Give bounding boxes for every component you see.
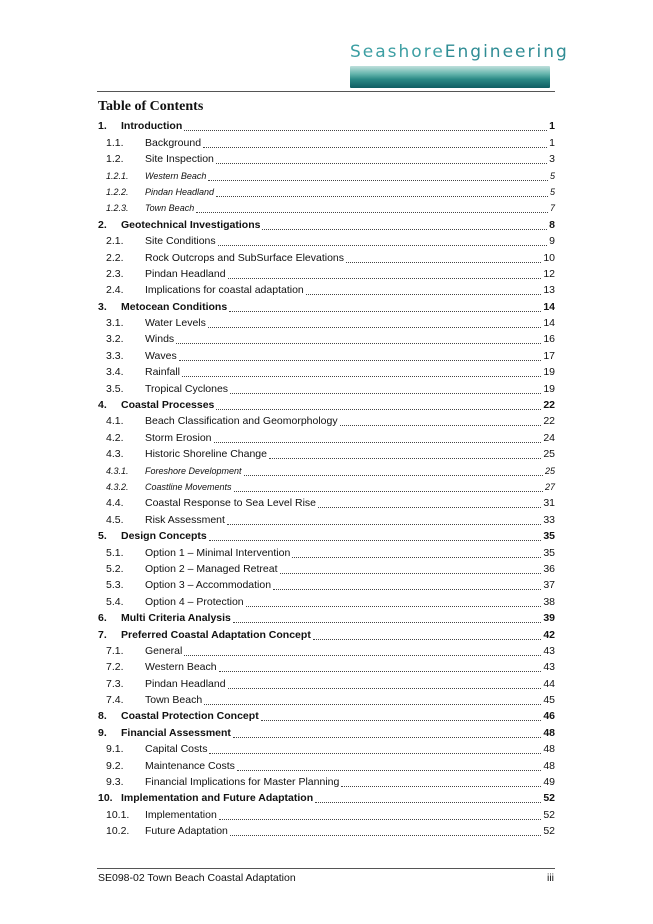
toc-entry-number: 5.3.	[106, 579, 124, 592]
toc-dot-leader	[261, 719, 542, 721]
toc-entry-number: 8.	[98, 710, 107, 723]
toc-entry-number: 7.2.	[106, 661, 124, 674]
toc-entry-page: 7	[549, 203, 555, 214]
toc-entry[interactable]	[98, 215, 555, 231]
toc-dot-leader	[313, 638, 542, 640]
logo-wave-band	[350, 66, 550, 88]
toc-entry-label: Town Beach	[145, 694, 203, 707]
toc-entry-number: 2.2.	[106, 251, 124, 264]
toc-entry-number: 9.1.	[106, 743, 124, 756]
toc-entry-number: 7.1.	[106, 644, 124, 657]
toc-dot-leader	[216, 408, 541, 410]
toc-entry-page: 52	[543, 825, 555, 838]
toc-entry[interactable]	[98, 330, 555, 346]
toc-dot-leader	[234, 490, 543, 492]
toc-entry-number: 3.1.	[106, 317, 124, 330]
toc-entry[interactable]	[98, 166, 555, 182]
toc-entry-page: 52	[543, 792, 555, 805]
toc-entry[interactable]	[98, 183, 555, 199]
toc-entry[interactable]	[98, 756, 555, 772]
toc-dot-leader	[230, 834, 541, 836]
toc-entry-number: 3.4.	[106, 366, 124, 379]
toc-dot-leader	[292, 556, 541, 558]
toc-entry-number: 2.	[98, 218, 107, 231]
toc-list	[98, 117, 555, 838]
toc-entry-number: 1.2.	[106, 153, 124, 166]
toc-entry[interactable]	[98, 609, 555, 625]
toc-entry-page: 25	[544, 465, 555, 476]
toc-entry[interactable]	[98, 625, 555, 641]
toc-entry-page: 14	[543, 300, 555, 313]
toc-entry-page: 48	[543, 726, 555, 739]
toc-entry-page: 43	[543, 661, 555, 674]
footer-doc-ref: SE098-02 Town Beach Coastal Adaptation	[98, 872, 296, 884]
toc-entry-page: 31	[543, 497, 555, 510]
toc-entry-page: 10	[543, 251, 555, 264]
toc-dot-leader	[196, 211, 548, 213]
toc-entry[interactable]	[98, 543, 555, 559]
toc-dot-leader	[262, 228, 547, 230]
toc-entry-page: 36	[543, 562, 555, 575]
toc-entry[interactable]	[98, 822, 555, 838]
toc-entry-label: Winds	[145, 333, 175, 346]
toc-dot-leader	[237, 769, 541, 771]
toc-entry-number: 2.1.	[106, 235, 124, 248]
toc-entry[interactable]	[98, 363, 555, 379]
toc-entry-page: 1	[549, 136, 555, 149]
toc-entry[interactable]	[98, 658, 555, 674]
toc-dot-leader	[184, 654, 541, 656]
toc-entry[interactable]	[98, 723, 555, 739]
toc-entry-page: 39	[543, 612, 555, 625]
toc-entry-page: 52	[543, 808, 555, 821]
toc-entry-label: Storm Erosion	[145, 431, 212, 444]
toc-entry-page: 19	[543, 382, 555, 395]
toc-entry-label: Western Beach	[145, 661, 217, 674]
toc-entry-page: 17	[543, 349, 555, 362]
toc-entry-label: Pindan Headland	[145, 677, 226, 690]
toc-entry-label: Financial Assessment	[121, 726, 231, 739]
toc-entry-label: Pindan Headland	[145, 267, 226, 280]
toc-entry-page: 22	[543, 399, 555, 412]
toc-entry-number: 1.2.2.	[106, 186, 129, 197]
toc-entry[interactable]	[98, 707, 555, 723]
toc-entry-label: Option 2 – Managed Retreat	[145, 562, 278, 575]
toc-dot-leader	[228, 687, 542, 689]
toc-entry[interactable]	[98, 428, 555, 444]
toc-entry[interactable]	[98, 576, 555, 592]
toc-entry-page: 22	[543, 415, 555, 428]
toc-entry[interactable]	[98, 560, 555, 576]
toc-entry-page: 33	[543, 513, 555, 526]
toc-entry[interactable]	[98, 117, 555, 133]
toc-entry-number: 10.2.	[106, 825, 130, 838]
toc-dot-leader	[233, 621, 541, 623]
toc-entry-label: Rainfall	[145, 366, 181, 379]
toc-entry[interactable]	[98, 150, 555, 166]
toc-entry[interactable]	[98, 510, 555, 526]
toc-entry-page: 14	[543, 317, 555, 330]
toc-dot-leader	[228, 277, 542, 279]
toc-dot-leader	[176, 342, 541, 344]
toc-entry-page: 35	[543, 530, 555, 543]
toc-entry[interactable]	[98, 740, 555, 756]
toc-entry-number: 7.3.	[106, 677, 124, 690]
toc-dot-leader	[208, 179, 548, 181]
toc-dot-leader	[233, 736, 541, 738]
toc-entry-page: 48	[543, 743, 555, 756]
toc-dot-leader	[269, 457, 541, 459]
toc-entry-number: 5.4.	[106, 595, 124, 608]
toc-entry-label: Preferred Coastal Adaptation Concept	[121, 628, 311, 641]
toc-entry-page: 25	[543, 448, 555, 461]
toc-entry[interactable]	[98, 133, 555, 149]
toc-entry-page: 5	[549, 186, 555, 197]
toc-entry-number: 4.4.	[106, 497, 124, 510]
toc-entry-number: 4.	[98, 399, 107, 412]
toc-entry-label: Pindan Headland	[145, 186, 215, 197]
toc-entry-page: 43	[543, 644, 555, 657]
toc-entry[interactable]	[98, 265, 555, 281]
toc-entry-number: 5.2.	[106, 562, 124, 575]
toc-entry-number: 5.1.	[106, 546, 124, 559]
toc-entry-number: 10.1.	[106, 808, 130, 821]
toc-entry-page: 37	[543, 579, 555, 592]
toc-entry-label: Waves	[145, 349, 177, 362]
toc-entry-label: Town Beach	[145, 203, 195, 214]
toc-entry-page: 8	[549, 218, 555, 231]
toc-entry-number: 1.2.3.	[106, 203, 129, 214]
toc-entry-label: Option 3 – Accommodation	[145, 579, 272, 592]
toc-entry[interactable]	[98, 494, 555, 510]
toc-entry-number: 1.2.1.	[106, 170, 129, 181]
toc-entry-page: 48	[543, 759, 555, 772]
toc-entry-page: 27	[544, 481, 555, 492]
toc-entry-number: 3.5.	[106, 382, 124, 395]
toc-entry-page: 9	[549, 235, 555, 248]
toc-dot-leader	[182, 375, 541, 377]
toc-entry-number: 3.2.	[106, 333, 124, 346]
toc-dot-leader	[209, 539, 542, 541]
toc-entry-label: Site Inspection	[145, 153, 214, 166]
toc-entry-label: Coastal Processes	[121, 399, 215, 412]
toc-dot-leader	[204, 703, 541, 705]
toc-entry-label: Rock Outcrops and SubSurface Elevations	[145, 251, 345, 264]
toc-entry-page: 5	[549, 170, 555, 181]
toc-dot-leader	[280, 572, 542, 574]
toc-entry-page: 46	[543, 710, 555, 723]
toc-entry-number: 4.2.	[106, 431, 124, 444]
toc-entry-number: 3.	[98, 300, 107, 313]
toc-entry-label: Design Concepts	[121, 530, 207, 543]
toc-entry-page: 38	[543, 595, 555, 608]
toc-entry-page: 1	[549, 120, 555, 133]
toc-entry-label: General	[145, 644, 183, 657]
toc-entry-label: Western Beach	[145, 170, 207, 181]
toc-entry-label: Risk Assessment	[145, 513, 225, 526]
toc-dot-leader	[246, 605, 542, 607]
toc-entry[interactable]	[98, 461, 555, 477]
toc-entry-number: 7.	[98, 628, 107, 641]
toc-dot-leader	[209, 752, 541, 754]
toc-dot-leader	[273, 588, 541, 590]
toc-entry[interactable]	[98, 396, 555, 412]
company-logo	[350, 42, 569, 92]
toc-title: Table of Contents	[98, 99, 204, 114]
logo-word-seashore: Seashore	[350, 42, 445, 62]
toc-entry-page: 13	[543, 284, 555, 297]
toc-entry[interactable]	[98, 314, 555, 330]
toc-entry-page: 42	[543, 628, 555, 641]
toc-entry-label: Implications for coastal adaptation	[145, 284, 304, 297]
toc-entry-number: 9.3.	[106, 776, 124, 789]
toc-entry[interactable]	[98, 412, 555, 428]
toc-entry-label: Option 4 – Protection	[145, 595, 244, 608]
toc-entry-number: 2.4.	[106, 284, 124, 297]
toc-dot-leader	[318, 506, 541, 508]
toc-entry-number: 6.	[98, 612, 107, 625]
toc-dot-leader	[244, 474, 543, 476]
toc-entry[interactable]	[98, 527, 555, 543]
toc-entry-label: Option 1 – Minimal Intervention	[145, 546, 291, 559]
toc-entry-label: Site Conditions	[145, 235, 216, 248]
toc-entry-page: 3	[549, 153, 555, 166]
toc-entry-label: Capital Costs	[145, 743, 208, 756]
toc-entry[interactable]	[98, 232, 555, 248]
toc-entry-number: 4.5.	[106, 513, 124, 526]
toc-entry[interactable]	[98, 642, 555, 658]
toc-entry-number: 5.	[98, 530, 107, 543]
toc-entry-label: Coastline Movements	[145, 481, 232, 492]
toc-entry-number: 4.3.2.	[106, 481, 129, 492]
toc-entry-number: 9.	[98, 726, 107, 739]
toc-dot-leader	[315, 801, 541, 803]
toc-entry-number: 4.3.	[106, 448, 124, 461]
toc-entry-number: 7.4.	[106, 694, 124, 707]
toc-entry[interactable]	[98, 199, 555, 215]
toc-entry-label: Water Levels	[145, 317, 206, 330]
toc-entry[interactable]	[98, 805, 555, 821]
logo-word-engineering: Engineering	[444, 42, 569, 62]
toc-entry-page: 19	[543, 366, 555, 379]
toc-entry[interactable]	[98, 691, 555, 707]
toc-entry[interactable]	[98, 297, 555, 313]
toc-dot-leader	[214, 441, 542, 443]
toc-entry-number: 10.	[98, 792, 113, 805]
toc-entry-label: Implementation and Future Adaptation	[121, 792, 314, 805]
toc-dot-leader	[306, 293, 542, 295]
toc-entry-label: Maintenance Costs	[145, 759, 235, 772]
toc-entry-page: 35	[543, 546, 555, 559]
toc-entry-page: 45	[543, 694, 555, 707]
toc-entry-number: 4.1.	[106, 415, 124, 428]
toc-entry-number: 3.3.	[106, 349, 124, 362]
toc-dot-leader	[346, 261, 541, 263]
toc-entry-page: 24	[543, 431, 555, 444]
toc-dot-leader	[219, 818, 542, 820]
toc-entry-label: Future Adaptation	[145, 825, 228, 838]
toc-entry[interactable]	[98, 674, 555, 690]
toc-entry-label: Geotechnical Investigations	[121, 218, 261, 231]
toc-entry-number: 1.	[98, 120, 107, 133]
toc-entry-number: 1.1.	[106, 136, 124, 149]
toc-entry-label: Beach Classification and Geomorphology	[145, 415, 338, 428]
toc-entry-label: Metocean Conditions	[121, 300, 228, 313]
toc-entry-label: Foreshore Development	[145, 465, 242, 476]
toc-entry[interactable]	[98, 346, 555, 362]
toc-entry-label: Coastal Response to Sea Level Rise	[145, 497, 317, 510]
toc-dot-leader	[216, 195, 548, 197]
toc-dot-leader	[203, 146, 547, 148]
toc-entry-page: 16	[543, 333, 555, 346]
toc-dot-leader	[340, 424, 542, 426]
toc-dot-leader	[229, 310, 541, 312]
toc-dot-leader	[219, 670, 542, 672]
footer-rule	[97, 868, 555, 869]
header-rule	[97, 91, 555, 92]
toc-entry[interactable]	[98, 445, 555, 461]
toc-entry[interactable]	[98, 789, 555, 805]
toc-entry-label: Background	[145, 136, 202, 149]
toc-dot-leader	[218, 244, 548, 246]
toc-dot-leader	[208, 326, 541, 328]
toc-dot-leader	[227, 523, 541, 525]
footer-page-number: iii	[547, 872, 554, 884]
toc-entry-label: Multi Criteria Analysis	[121, 612, 231, 625]
toc-entry-label: Coastal Protection Concept	[121, 710, 259, 723]
toc-entry-number: 2.3.	[106, 267, 124, 280]
toc-entry-number: 4.3.1.	[106, 465, 129, 476]
toc-dot-leader	[230, 392, 541, 394]
toc-entry-label: Introduction	[121, 120, 183, 133]
toc-entry-page: 49	[543, 776, 555, 789]
toc-entry-number: 9.2.	[106, 759, 124, 772]
logo-text	[350, 42, 569, 62]
toc-entry[interactable]	[98, 248, 555, 264]
toc-dot-leader	[341, 785, 541, 787]
toc-entry[interactable]	[98, 592, 555, 608]
toc-entry[interactable]	[98, 478, 555, 494]
toc-entry-label: Implementation	[145, 808, 217, 821]
toc-entry-page: 44	[543, 677, 555, 690]
toc-entry-label: Tropical Cyclones	[145, 382, 229, 395]
toc-dot-leader	[184, 129, 547, 131]
toc-entry[interactable]	[98, 281, 555, 297]
toc-entry[interactable]	[98, 379, 555, 395]
toc-dot-leader	[216, 162, 547, 164]
toc-entry-page: 12	[543, 267, 555, 280]
toc-entry[interactable]	[98, 773, 555, 789]
toc-entry-label: Historic Shoreline Change	[145, 448, 267, 461]
toc-entry-label: Financial Implications for Master Planning	[145, 776, 340, 789]
toc-dot-leader	[179, 359, 542, 361]
